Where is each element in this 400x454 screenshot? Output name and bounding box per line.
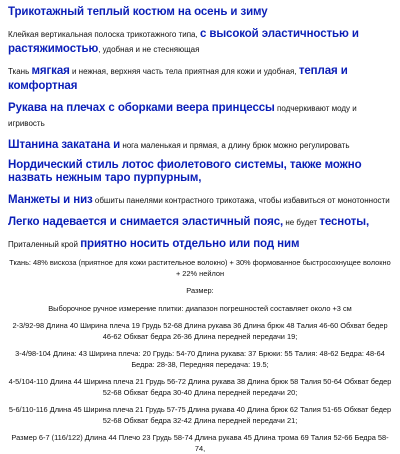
feature-fit (8, 236, 392, 251)
feature-text: и нежная, верхняя часть тела приятная для кожи и удобная, (69, 67, 299, 76)
feature-highlight: с высокой эластичностью и растяжимостью (8, 28, 359, 55)
fabric-composition: Ткань: 48% вискоза (приятное для кожи растительное волокно) + 30% формованное быстросохнущее волокно + 22% нейлон (9, 258, 391, 278)
title: Трикотажный теплый костюм на осень и зиму (8, 6, 268, 18)
feature-elastic-strip (8, 26, 392, 56)
feature-sleeves (8, 100, 392, 130)
feature-highlight: тесноты, (319, 216, 370, 228)
feature-highlight: Штанина закатана и (8, 139, 121, 151)
measure-note: Выборочное ручное измерение плитки: диапазон погрешностей составляет около +3 см (48, 303, 352, 313)
size-row: 4-5/104-110 Длина 44 Ширина плеча 21 Грудь 56-72 Длина рукава 38 Длина брюк 58 Талия 50-64 Обхват бедер 52-68 Обхват бедра 30-40 Длина передней передачи 20; (8, 377, 392, 397)
size-row: Размер 6-7 (116/122) Длина 44 Плечо 23 Грудь 58-74 Длина рукава 45 Длина трома 69 Талия 52-66 Бедра 58-74, (11, 433, 389, 453)
feature-trousers (8, 137, 392, 152)
feature-highlight: мягкая (31, 65, 70, 77)
size-label: Размер: (186, 286, 214, 295)
feature-cuffs (8, 192, 392, 207)
feature-highlight: Рукава на плечах с оборками веера принцессы (8, 102, 275, 114)
feature-text: подчеркивают моду и игривость (8, 104, 357, 128)
feature-text: Клейкая вертикальная полоска трикотажного типа, (8, 30, 200, 39)
feature-text: Ткань (8, 67, 32, 76)
feature-nordic-style: Нордический стиль лотос фиолетового системы, также можно назвать нежным таро пурпурным, (8, 159, 362, 184)
feature-text: не будет (283, 218, 320, 227)
feature-highlight: Манжеты и низ (8, 194, 93, 206)
size-row: 2-3/92-98 Длина 40 Ширина плеча 19 Грудь 52-68 Длина рукава 36 Длина брюк 48 Талия 46-60 Обхват бедер 46-62 Обхват бедра 26-36 Длина передней передачи 19; (12, 321, 388, 341)
feature-highlight: приятно носить отдельно или под ним (80, 238, 300, 250)
feature-highlight: теплая и комфортная (8, 65, 348, 92)
size-row: 3-4/98-104 Длина: 43 Ширина плеча: 20 Грудь: 54-70 Длина рукава: 37 Брюки: 55 Талия: 48-62 Бедра: 48-64 Бедра: 28-38, Передняя передача: 19.5; (15, 349, 385, 369)
feature-waistband (8, 214, 392, 229)
feature-text: обшиты панелями контрастного трикотажа, чтобы избавиться от монотонности (92, 196, 390, 205)
size-row: 5-6/110-116 Длина 45 Ширина плеча 21 Грудь 57-75 Длина рукава 40 Длина брюк 62 Талия 51-65 Обхват бедер 52-68 Обхват бедра 32-42 Длина передней передачи 21; (8, 405, 392, 425)
feature-text: нога маленькая и прямая, а длину брюк можно регулировать (120, 141, 350, 150)
feature-fabric-soft (8, 63, 392, 93)
feature-text: Приталенный крой (8, 240, 81, 249)
feature-text: , удобная и не стесняющая (98, 45, 200, 54)
feature-highlight: Легко надевается и снимается эластичный пояс, (8, 216, 284, 228)
